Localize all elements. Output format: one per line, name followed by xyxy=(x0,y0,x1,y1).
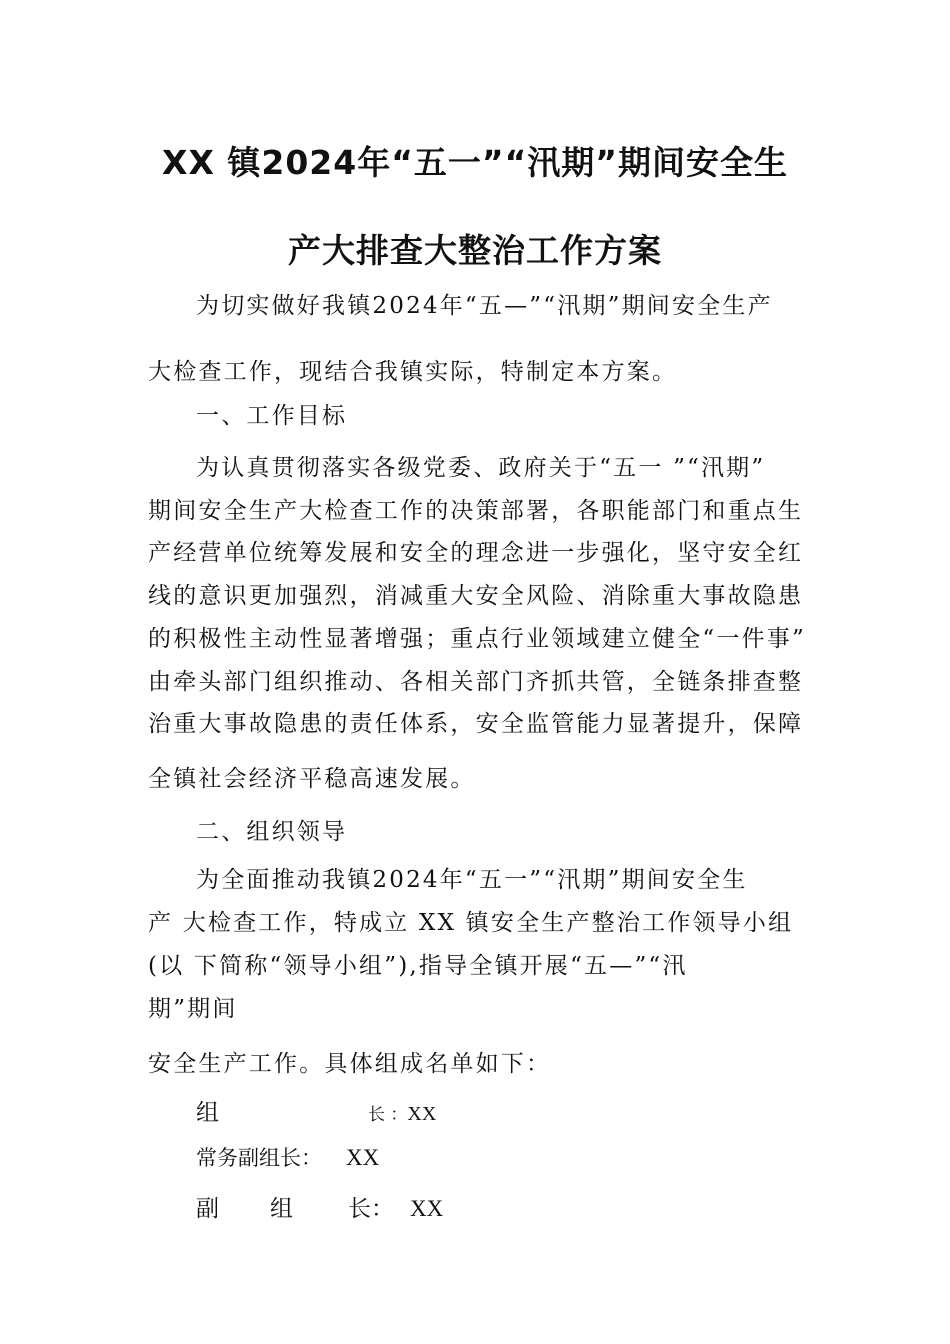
document-title-line-1: XX 镇2024年“五一”“汛期”期间安全生 xyxy=(162,143,788,182)
section-1-line: 治重大事故隐患的责任体系，安全监管能力显著提升，保障 xyxy=(148,711,804,737)
roster-label: 常务副组长： xyxy=(196,1146,322,1170)
roster-label: 组 xyxy=(270,1196,293,1222)
roster-value: XX xyxy=(407,1103,437,1125)
section-1-line: 全镇社会经济平稳高速发展。 xyxy=(148,766,476,792)
section-1-line: 线的意识更加强烈，消减重大安全风险、消除重大事故隐患 xyxy=(148,583,804,609)
section-2-heading: 二、组织领导 xyxy=(196,819,348,845)
section-1-heading: 一、工作目标 xyxy=(196,403,348,429)
roster-label: 长 ： xyxy=(368,1105,408,1125)
roster-value: XX xyxy=(346,1145,380,1170)
section-2-line: 产 大检查工作，特成立 XX 镇安全生产整治工作领导小组 xyxy=(148,910,794,936)
roster-row-leader xyxy=(196,1094,436,1127)
intro-line-2: 大检查工作，现结合我镇实际，特制定本方案。 xyxy=(148,359,678,385)
section-1-line: 期间安全生产大检查工作的决策部署，各职能部门和重点生 xyxy=(148,498,804,524)
roster-label: 组 xyxy=(196,1100,219,1126)
intro-line-1: 为切实做好我镇2024年“五—”“汛期”期间安全生产 xyxy=(196,293,773,319)
roster-label: 长： xyxy=(348,1196,394,1222)
section-2-line: 为全面推动我镇2024年“五一”“汛期”期间安全生 xyxy=(196,867,748,893)
roster-row-deputy xyxy=(196,1190,443,1223)
roster-row-executive-deputy xyxy=(196,1142,379,1172)
section-1-line: 产经营单位统筹发展和安全的理念进一步强化，坚守安全红 xyxy=(148,540,804,566)
document-title-line-2: 产大排查大整治工作方案 xyxy=(288,231,662,270)
roster-value: XX xyxy=(410,1196,444,1221)
roster-label: 副 xyxy=(196,1196,219,1222)
section-1-line: 由牵头部门组织推动、各相关部门齐抓共管，全链条排查整 xyxy=(148,669,804,695)
section-2-line: 期”期间 xyxy=(148,996,238,1022)
section-1-line: 的积极性主动性显著增强；重点行业领域建立健全“一件事” xyxy=(148,626,806,652)
section-1-line: 为认真贯彻落实各级党委、政府关于“五一 ”“汛期” xyxy=(196,455,766,481)
section-2-line: 安全生产工作。具体组成名单如下： xyxy=(148,1051,552,1077)
section-2-line: (以 下简称“领导小组”),指导全镇开展“五—”“汛 xyxy=(148,953,688,979)
